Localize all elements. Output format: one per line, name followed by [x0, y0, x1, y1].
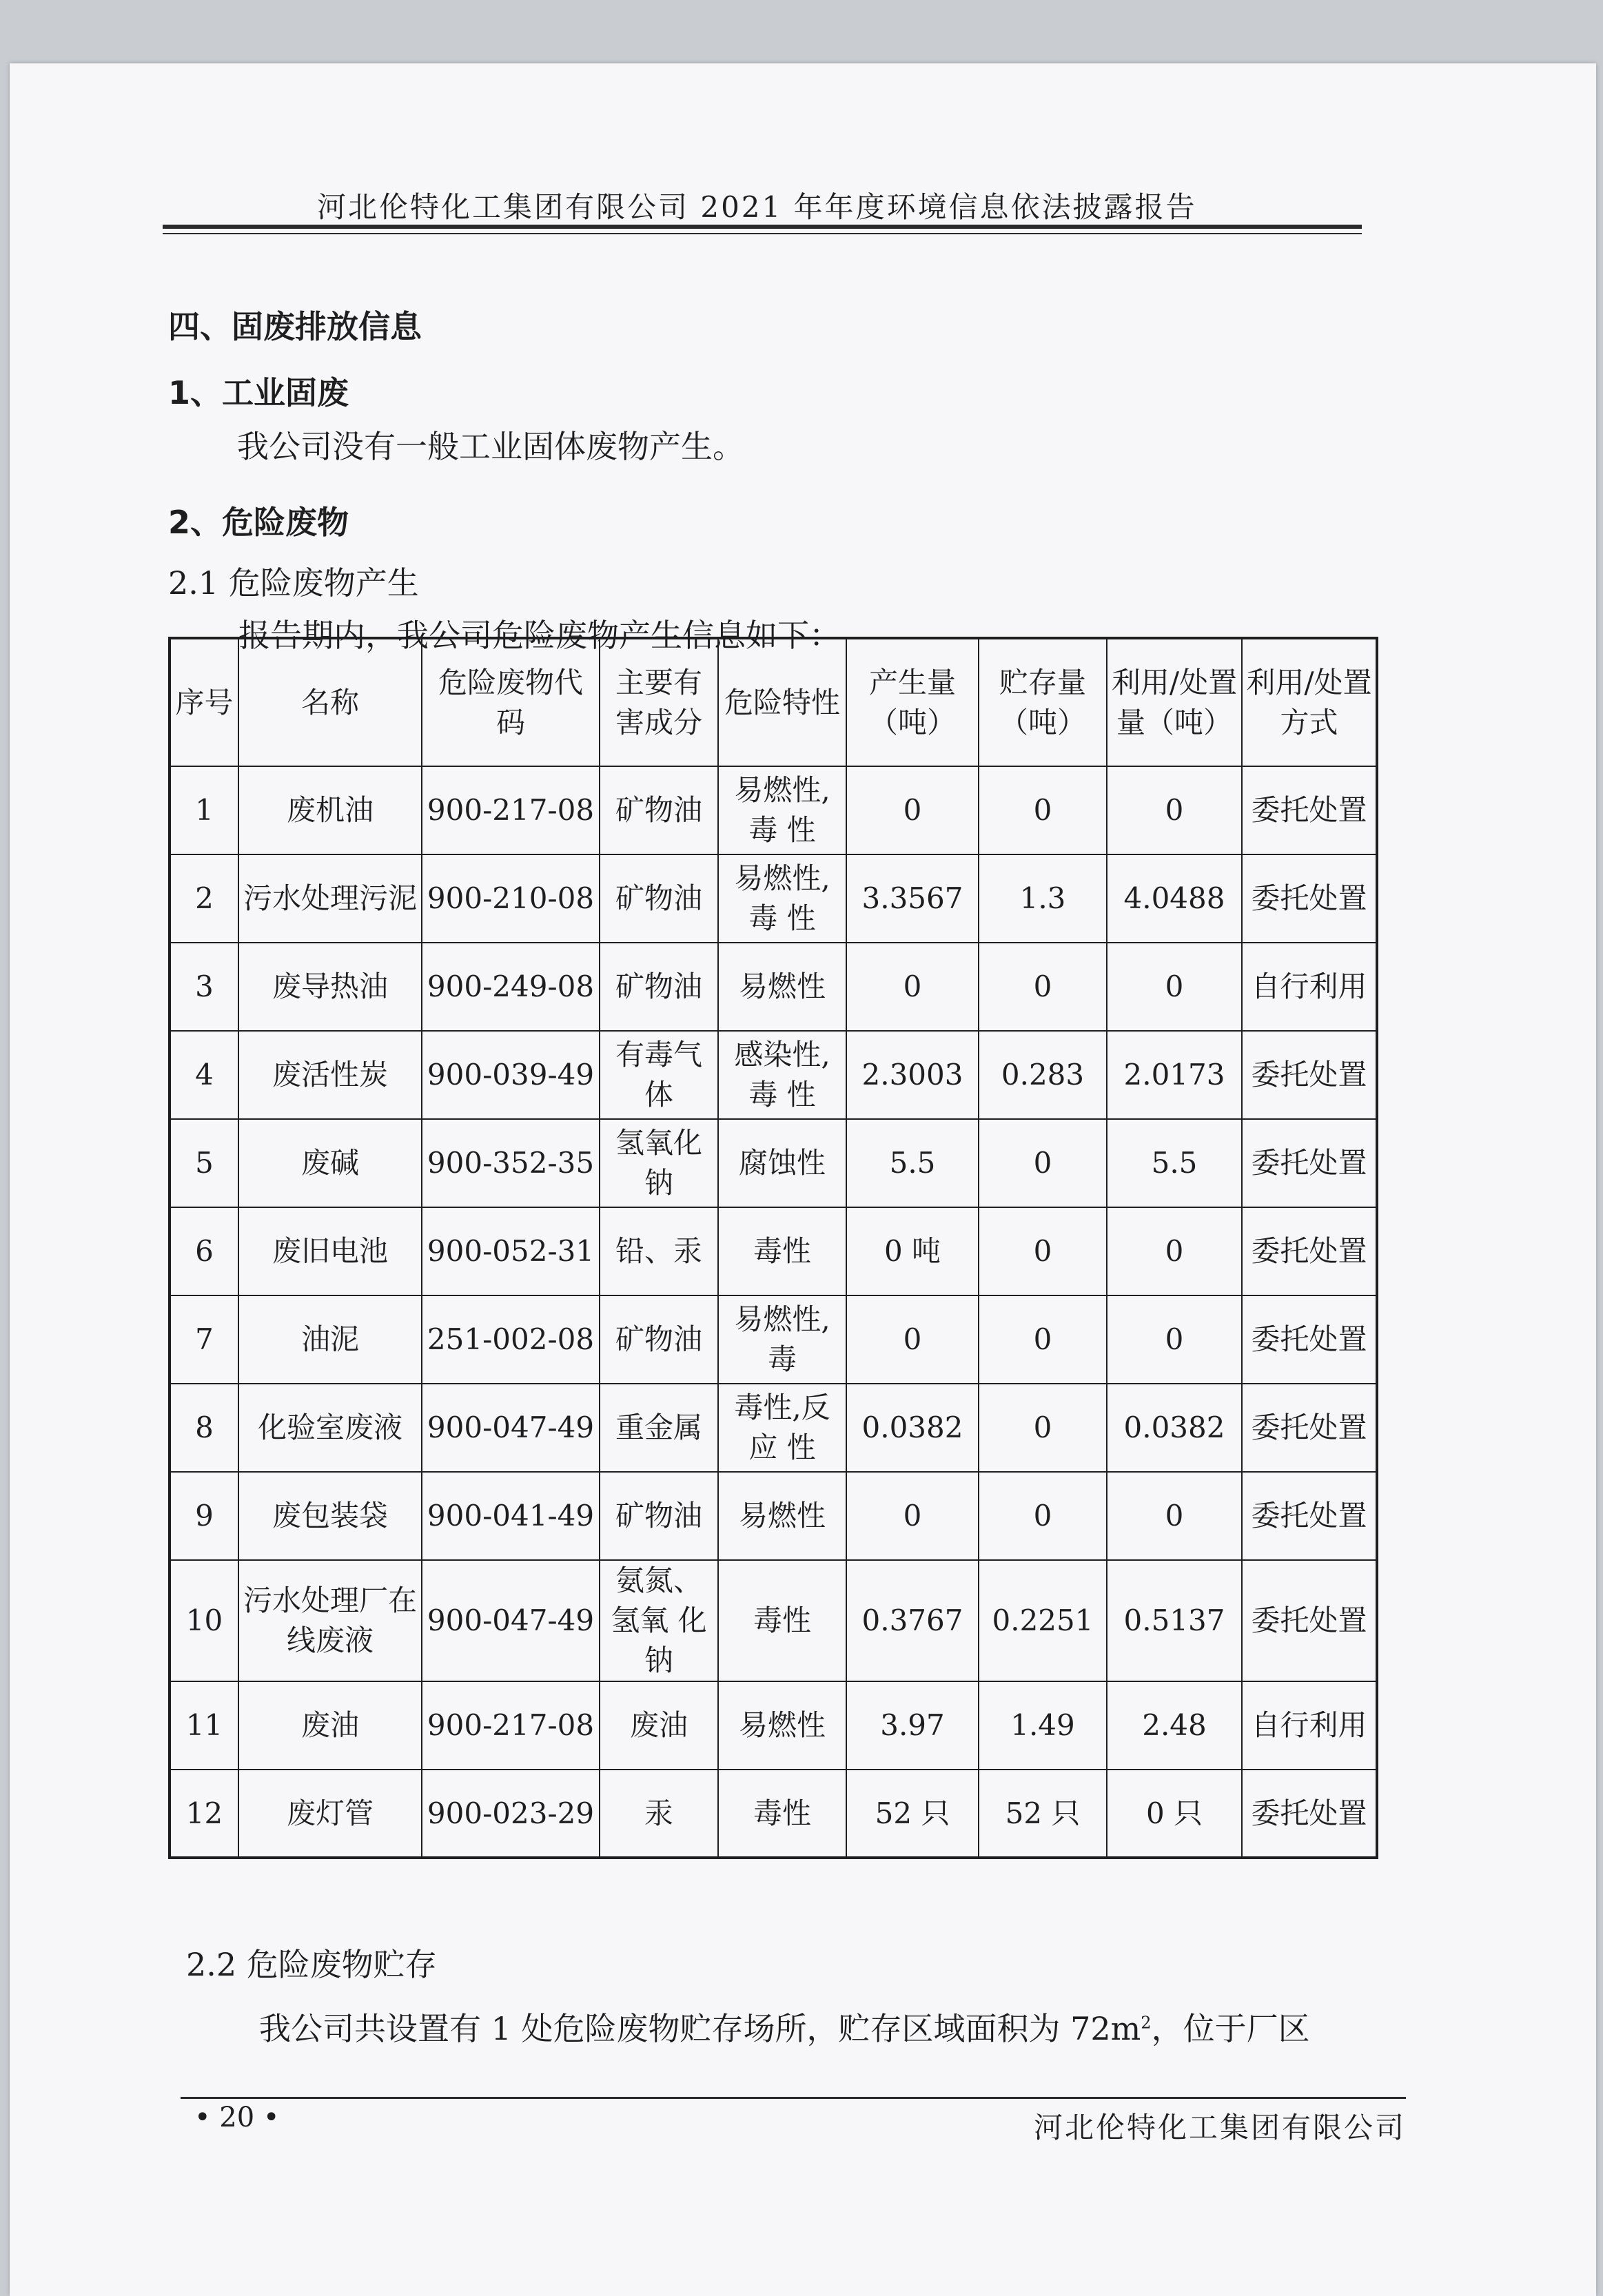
table-row — [170, 1031, 1377, 1119]
table-cell: 0 — [979, 766, 1107, 854]
table-cell: 3.97 — [846, 1681, 979, 1770]
table-cell: 0 — [846, 943, 979, 1031]
table-cell: 矿物油 — [600, 766, 718, 854]
table-cell: 废导热油 — [238, 943, 422, 1031]
table-cell: 委托处置 — [1242, 854, 1377, 943]
table-cell: 毒性 — [718, 1560, 846, 1681]
table-cell: 0 — [1107, 766, 1242, 854]
table-cell: 6 — [170, 1207, 238, 1295]
storage-text-tail: ，位于厂区 — [1151, 2010, 1310, 2047]
table-cell: 污水处理厂在 线废液 — [238, 1560, 422, 1681]
column-header: 危险特性 — [718, 638, 846, 766]
table-cell: 9 — [170, 1472, 238, 1560]
table-cell: 900-052-31 — [422, 1207, 600, 1295]
table-cell: 氨氮、氢氧 化钠 — [600, 1560, 718, 1681]
table-row — [170, 1770, 1377, 1858]
table-cell: 8 — [170, 1384, 238, 1472]
table-cell: 0 — [1107, 1472, 1242, 1560]
table-cell: 废油 — [238, 1681, 422, 1770]
table-cell: 3.3567 — [846, 854, 979, 943]
table-cell: 废油 — [600, 1681, 718, 1770]
table-cell: 易燃性,毒 性 — [718, 854, 846, 943]
table-cell: 氢氧化钠 — [600, 1119, 718, 1207]
table-cell: 900-041-49 — [422, 1472, 600, 1560]
industrial-waste-text: 我公司没有一般工业固体废物产生。 — [237, 428, 744, 465]
table-cell: 0.0382 — [1107, 1384, 1242, 1472]
subsection-heading-hazardous: 2、危险废物 — [168, 504, 349, 541]
table-cell: 0 — [979, 1295, 1107, 1384]
table-cell: 易燃性,毒 — [718, 1295, 846, 1384]
table-cell: 易燃性 — [718, 1681, 846, 1770]
column-header: 序号 — [170, 638, 238, 766]
table-cell: 52 只 — [979, 1770, 1107, 1858]
table-cell: 铅、汞 — [600, 1207, 718, 1295]
table-cell: 0 — [979, 1119, 1107, 1207]
table-cell: 2.48 — [1107, 1681, 1242, 1770]
table-row — [170, 1472, 1377, 1560]
table-cell: 2 — [170, 854, 238, 943]
table-cell: 7 — [170, 1295, 238, 1384]
table-cell: 0 — [1107, 1207, 1242, 1295]
table-cell: 腐蚀性 — [718, 1119, 846, 1207]
table-cell: 0 — [1107, 1295, 1242, 1384]
table-cell: 毒性 — [718, 1207, 846, 1295]
table-cell: 900-047-49 — [422, 1384, 600, 1472]
hazardous-waste-table — [168, 637, 1376, 1859]
table-cell: 0.2251 — [979, 1560, 1107, 1681]
table-row — [170, 1384, 1377, 1472]
table-cell: 11 — [170, 1681, 238, 1770]
table-cell: 2.3003 — [846, 1031, 979, 1119]
table-cell: 废活性炭 — [238, 1031, 422, 1119]
table-cell: 委托处置 — [1242, 1031, 1377, 1119]
table-row — [170, 1560, 1377, 1681]
table-cell: 0.5137 — [1107, 1560, 1242, 1681]
production-intro: 报告期内，我公司危险废物产生信息如下： — [238, 617, 841, 654]
table-cell: 3 — [170, 943, 238, 1031]
section-heading: 四、固废排放信息 — [168, 308, 422, 345]
table-cell: 0.0382 — [846, 1384, 979, 1472]
table-cell: 委托处置 — [1242, 1770, 1377, 1858]
table-cell: 10 — [170, 1560, 238, 1681]
table-cell: 900-023-29 — [422, 1770, 600, 1858]
header-rule-thin — [163, 233, 1362, 234]
table-cell: 1.49 — [979, 1681, 1107, 1770]
table-cell: 矿物油 — [600, 854, 718, 943]
table-cell: 委托处置 — [1242, 766, 1377, 854]
table-cell: 污水处理污泥 — [238, 854, 422, 943]
table-row — [170, 943, 1377, 1031]
table-cell: 感染性,毒 性 — [718, 1031, 846, 1119]
table-row — [170, 766, 1377, 854]
table-cell: 0 — [846, 1295, 979, 1384]
table-cell: 52 只 — [846, 1770, 979, 1858]
table-cell: 油泥 — [238, 1295, 422, 1384]
table-cell: 0 — [979, 1472, 1107, 1560]
table-cell: 0 只 — [1107, 1770, 1242, 1858]
table-cell: 毒性,反应 性 — [718, 1384, 846, 1472]
table-cell: 委托处置 — [1242, 1472, 1377, 1560]
table-cell: 0 — [846, 766, 979, 854]
table-cell: 1 — [170, 766, 238, 854]
table-cell: 矿物油 — [600, 1472, 718, 1560]
column-header: 产生量（吨） — [846, 638, 979, 766]
footer-company: 河北伦特化工集团有限公司 — [1034, 2111, 1407, 2144]
table-cell: 900-039-49 — [422, 1031, 600, 1119]
column-header: 贮存量（吨） — [979, 638, 1107, 766]
table-cell: 委托处置 — [1242, 1207, 1377, 1295]
table-cell: 0 — [846, 1472, 979, 1560]
table-cell: 有毒气体 — [600, 1031, 718, 1119]
table-cell: 化验室废液 — [238, 1384, 422, 1472]
table-row — [170, 1119, 1377, 1207]
table-cell: 重金属 — [600, 1384, 718, 1472]
table-cell: 4 — [170, 1031, 238, 1119]
table-cell: 900-210-08 — [422, 854, 600, 943]
table-row — [170, 1207, 1377, 1295]
table-cell: 矿物油 — [600, 1295, 718, 1384]
column-header: 名称 — [238, 638, 422, 766]
page-number: • 20 • — [194, 2102, 280, 2133]
header-title: 河北伦特化工集团有限公司 2021 年年度环境信息依法披露报告 — [317, 190, 1197, 224]
table-row — [170, 1295, 1377, 1384]
table-cell: 2.0173 — [1107, 1031, 1242, 1119]
area-superscript: 2 — [1141, 2013, 1152, 2033]
table-cell: 0 — [979, 943, 1107, 1031]
table-cell: 废机油 — [238, 766, 422, 854]
storage-text — [259, 2004, 1310, 2049]
table-cell: 矿物油 — [600, 943, 718, 1031]
table-cell: 900-047-49 — [422, 1560, 600, 1681]
table-cell: 委托处置 — [1242, 1295, 1377, 1384]
table-cell: 900-352-35 — [422, 1119, 600, 1207]
subsection-heading-storage: 2.2 危险废物贮存 — [186, 1946, 437, 1983]
storage-text-main: 我公司共设置有 1 处危险废物贮存场所，贮存区域面积为 72m — [259, 2010, 1141, 2047]
subsection-heading-production: 2.1 危险废物产生 — [168, 564, 419, 602]
table-cell: 毒性 — [718, 1770, 846, 1858]
table-header-row — [170, 638, 1377, 766]
table-row — [170, 854, 1377, 943]
table-cell: 1.3 — [979, 854, 1107, 943]
table-cell: 0.3767 — [846, 1560, 979, 1681]
table-cell: 0 吨 — [846, 1207, 979, 1295]
table-cell: 5 — [170, 1119, 238, 1207]
table-cell: 易燃性 — [718, 1472, 846, 1560]
table-cell: 900-217-08 — [422, 1681, 600, 1770]
table-cell: 废旧电池 — [238, 1207, 422, 1295]
table-cell: 废包装袋 — [238, 1472, 422, 1560]
table-cell: 4.0488 — [1107, 854, 1242, 943]
table-cell: 12 — [170, 1770, 238, 1858]
subsection-heading-industrial: 1、工业固废 — [168, 374, 349, 411]
table-cell: 废灯管 — [238, 1770, 422, 1858]
table-cell: 易燃性 — [718, 943, 846, 1031]
table-cell: 5.5 — [846, 1119, 979, 1207]
table-cell: 废碱 — [238, 1119, 422, 1207]
table-cell: 900-217-08 — [422, 766, 600, 854]
table-cell: 委托处置 — [1242, 1560, 1377, 1681]
table-cell: 0 — [979, 1207, 1107, 1295]
table-cell: 汞 — [600, 1770, 718, 1858]
column-header: 利用/处置方式 — [1242, 638, 1377, 766]
column-header: 危险废物代码 — [422, 638, 600, 766]
table-cell: 自行利用 — [1242, 1681, 1377, 1770]
table-cell: 委托处置 — [1242, 1384, 1377, 1472]
column-header: 主要有害成分 — [600, 638, 718, 766]
table-row — [170, 1681, 1377, 1770]
column-header: 利用/处置量（吨） — [1107, 638, 1242, 766]
table-cell: 0.283 — [979, 1031, 1107, 1119]
table-cell: 委托处置 — [1242, 1119, 1377, 1207]
header-rule — [163, 225, 1362, 229]
footer-rule — [181, 2097, 1406, 2099]
table-cell: 0 — [979, 1384, 1107, 1472]
table-cell: 5.5 — [1107, 1119, 1242, 1207]
table-cell: 易燃性,毒 性 — [718, 766, 846, 854]
table-cell: 自行利用 — [1242, 943, 1377, 1031]
table-cell: 900-249-08 — [422, 943, 600, 1031]
table-cell: 251-002-08 — [422, 1295, 600, 1384]
table-cell: 0 — [1107, 943, 1242, 1031]
